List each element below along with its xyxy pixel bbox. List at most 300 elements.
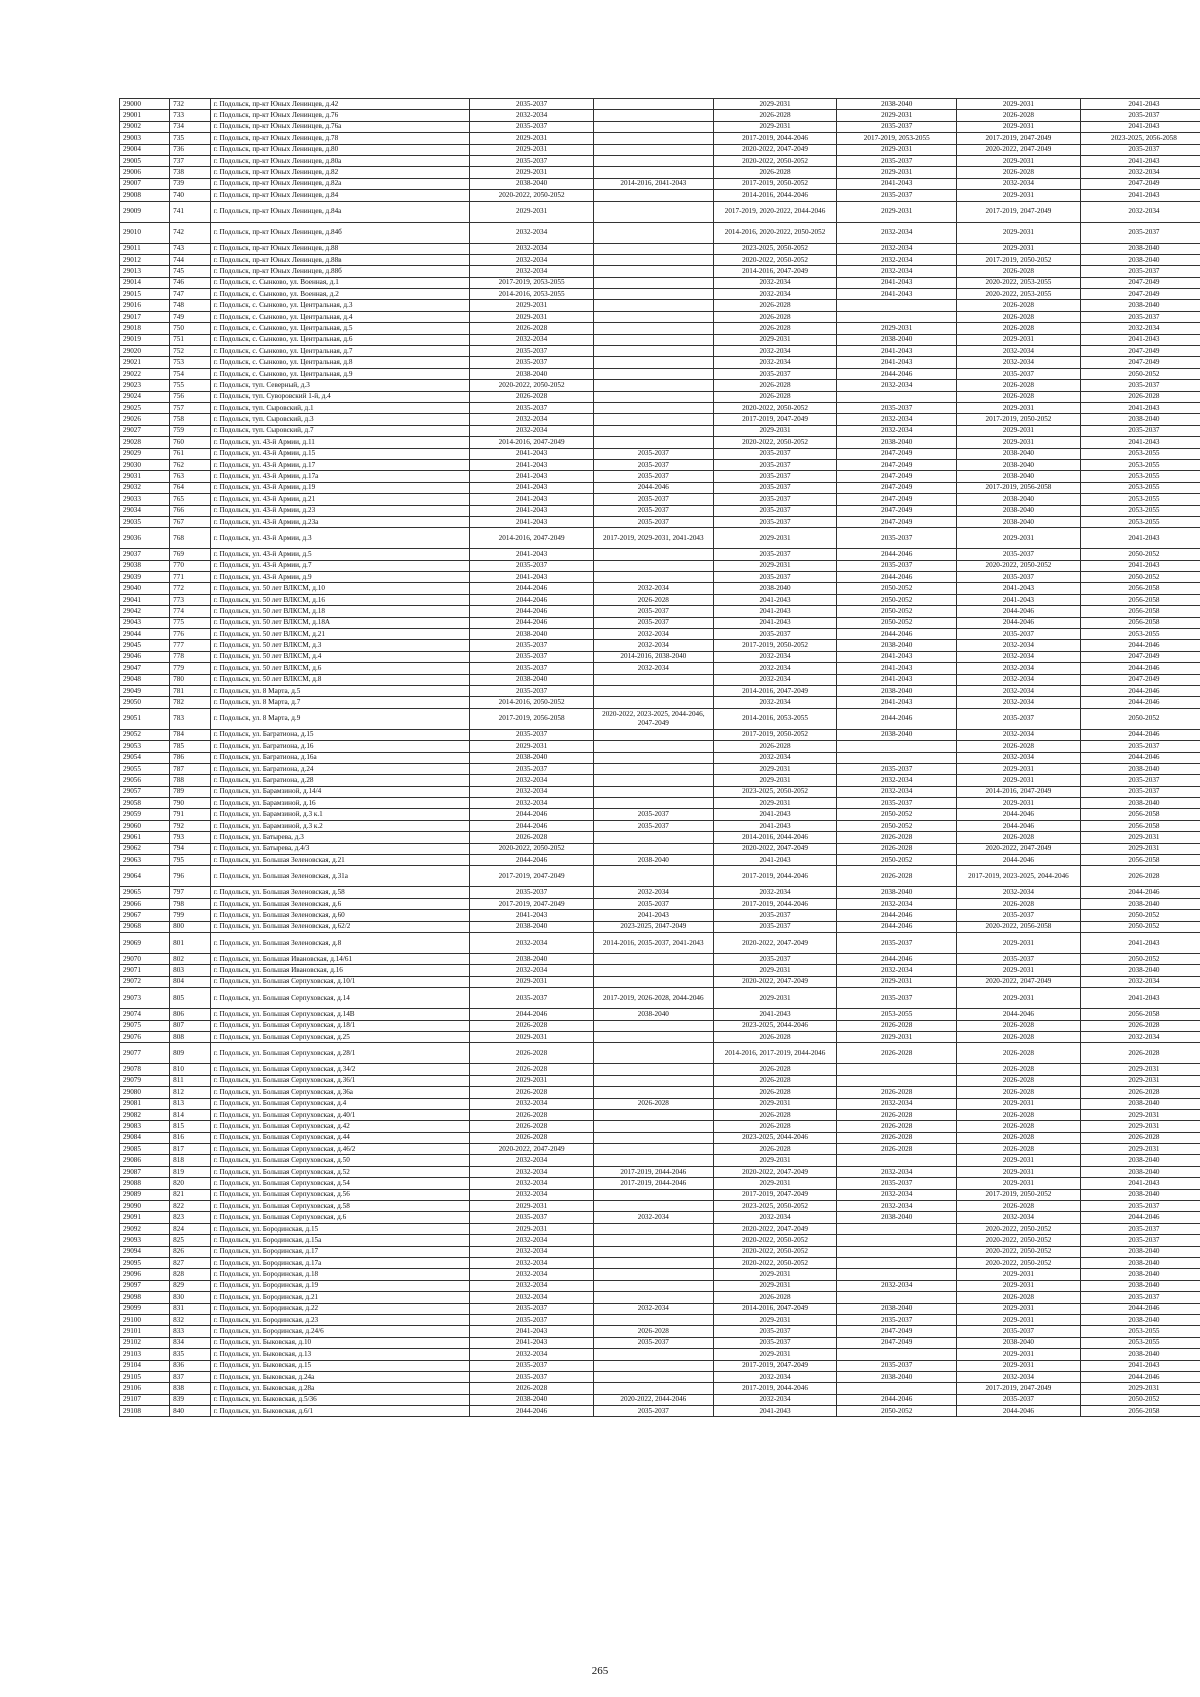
row-number-cell: 772 (170, 583, 211, 594)
period-cell-1: 2035-2037 (470, 663, 594, 674)
period-cell-4: 2032-2034 (837, 425, 957, 436)
period-cell-3: 2023-2025, 2050-2052 (713, 786, 837, 797)
period-cell-5: 2032-2034 (957, 752, 1081, 763)
row-number-cell: 820 (170, 1178, 211, 1189)
period-cell-6: 2044-2046 (1080, 1212, 1200, 1223)
period-cell-1: 2026-2028 (470, 1020, 594, 1031)
address-cell: г. Подольск, ул. Багратиона, д.28 (210, 775, 469, 786)
address-cell: г. Подольск, ул. Большая Серпуховская, д.36а (210, 1087, 469, 1098)
period-cell-4: 2038-2040 (837, 685, 957, 696)
period-cell-5: 2029-2031 (957, 402, 1081, 413)
address-cell: г. Подольск, ул. Большая Серпуховская, д.44 (210, 1132, 469, 1143)
row-id-cell: 29037 (120, 549, 170, 560)
address-cell: г. Подольск, туп. Сыровский, д.3 (210, 414, 469, 425)
period-cell-2: 2038-2040 (594, 855, 714, 866)
period-cell-5: 2020-2022, 2056-2058 (957, 921, 1081, 932)
period-cell-2 (594, 300, 714, 311)
row-id-cell: 29101 (120, 1326, 170, 1337)
period-cell-1: 2020-2022, 2050-2052 (470, 843, 594, 854)
address-cell: г. Подольск, с. Сынково, ул. Военная, д.2 (210, 289, 469, 300)
period-cell-5: 2041-2043 (957, 583, 1081, 594)
row-number-cell: 816 (170, 1132, 211, 1143)
table-row (120, 1043, 1200, 1064)
row-number-cell: 782 (170, 697, 211, 708)
row-number-cell: 806 (170, 1009, 211, 1020)
period-cell-3: 2032-2034 (713, 1212, 837, 1223)
period-cell-6: 2053-2055 (1080, 505, 1200, 516)
address-cell: г. Подольск, с. Сынково, ул. Центральная, д.6 (210, 334, 469, 345)
period-cell-1: 2029-2031 (470, 1201, 594, 1212)
row-number-cell: 804 (170, 976, 211, 987)
period-cell-6: 2050-2052 (1080, 572, 1200, 583)
period-cell-3: 2041-2043 (713, 606, 837, 617)
row-id-cell: 29054 (120, 752, 170, 763)
period-cell-5: 2029-2031 (957, 425, 1081, 436)
period-cell-4 (837, 391, 957, 402)
period-cell-6: 2035-2037 (1080, 425, 1200, 436)
period-cell-2 (594, 1043, 714, 1064)
period-cell-3: 2020-2022, 2050-2052 (713, 1246, 837, 1257)
period-cell-2: 2014-2016, 2041-2043 (594, 178, 714, 189)
address-cell: г. Подольск, ул. 50 лет ВЛКСМ, д.3 (210, 640, 469, 651)
period-cell-5: 2029-2031 (957, 1269, 1081, 1280)
period-cell-6: 2050-2052 (1080, 921, 1200, 932)
period-cell-1: 2032-2034 (470, 243, 594, 254)
period-cell-2 (594, 266, 714, 277)
row-number-cell: 817 (170, 1144, 211, 1155)
period-cell-2 (594, 402, 714, 413)
address-cell: г. Подольск, пр-кт Юных Ленинцев, д.88 (210, 243, 469, 254)
period-cell-2: 2035-2037 (594, 471, 714, 482)
row-number-cell: 732 (170, 99, 211, 110)
period-cell-5: 2032-2034 (957, 357, 1081, 368)
period-cell-5: 2044-2046 (957, 855, 1081, 866)
period-cell-3: 2014-2016, 2047-2049 (713, 685, 837, 696)
address-cell: г. Подольск, ул. Большая Серпуховская, д.14В (210, 1009, 469, 1020)
period-cell-4: 2035-2037 (837, 402, 957, 413)
table-row (120, 594, 1200, 605)
row-id-cell: 29081 (120, 1098, 170, 1109)
period-cell-1: 2029-2031 (470, 741, 594, 752)
period-cell-4: 2047-2049 (837, 1337, 957, 1348)
period-cell-4: 2035-2037 (837, 1314, 957, 1325)
table-row (120, 178, 1200, 189)
period-cell-1: 2035-2037 (470, 402, 594, 413)
period-cell-4: 2050-2052 (837, 583, 957, 594)
period-cell-3: 2035-2037 (713, 471, 837, 482)
period-cell-6: 2035-2037 (1080, 786, 1200, 797)
period-cell-3: 2032-2034 (713, 697, 837, 708)
table-row (120, 1155, 1200, 1166)
row-id-cell: 29027 (120, 425, 170, 436)
row-number-cell: 797 (170, 887, 211, 898)
period-cell-5: 2026-2028 (957, 167, 1081, 178)
period-cell-5: 2029-2031 (957, 933, 1081, 954)
period-cell-2 (594, 155, 714, 166)
table-row (120, 254, 1200, 265)
table-row (120, 334, 1200, 345)
period-cell-6: 2053-2055 (1080, 448, 1200, 459)
period-cell-2 (594, 1246, 714, 1257)
period-cell-5: 2044-2046 (957, 809, 1081, 820)
period-cell-5: 2029-2031 (957, 775, 1081, 786)
period-cell-1: 2017-2019, 2053-2055 (470, 277, 594, 288)
period-cell-3: 2029-2031 (713, 1349, 837, 1360)
period-cell-2 (594, 1109, 714, 1120)
period-cell-2 (594, 1031, 714, 1042)
period-cell-5: 2029-2031 (957, 1166, 1081, 1177)
table-row (120, 786, 1200, 797)
period-cell-6: 2032-2034 (1080, 976, 1200, 987)
period-cell-3: 2026-2028 (713, 110, 837, 121)
period-cell-1: 2038-2040 (470, 752, 594, 763)
period-cell-6: 2041-2043 (1080, 528, 1200, 549)
period-cell-2 (594, 1314, 714, 1325)
table-row (120, 144, 1200, 155)
period-cell-4: 2044-2046 (837, 368, 957, 379)
address-cell: г. Подольск, ул. Большая Серпуховская, д.50 (210, 1155, 469, 1166)
table-row (120, 1132, 1200, 1143)
row-number-cell: 774 (170, 606, 211, 617)
table-row (120, 832, 1200, 843)
period-cell-6: 2038-2040 (1080, 1280, 1200, 1291)
table-row (120, 1212, 1200, 1223)
period-cell-3: 2026-2028 (713, 391, 837, 402)
period-cell-4: 2044-2046 (837, 954, 957, 965)
period-cell-4: 2032-2034 (837, 414, 957, 425)
period-cell-2: 2044-2046 (594, 482, 714, 493)
period-cell-6: 2041-2043 (1080, 190, 1200, 201)
period-cell-1: 2020-2022, 2047-2049 (470, 1144, 594, 1155)
address-cell: г. Подольск, ул. Бородинская, д.23 (210, 1314, 469, 1325)
period-cell-2: 2035-2037 (594, 459, 714, 470)
table-row (120, 505, 1200, 516)
address-cell: г. Подольск, ул. Большая Серпуховская, д.14 (210, 988, 469, 1009)
address-cell: г. Подольск, ул. Батырева, д.3 (210, 832, 469, 843)
table-row (120, 346, 1200, 357)
row-id-cell: 29005 (120, 155, 170, 166)
row-id-cell: 29045 (120, 640, 170, 651)
table-row (120, 391, 1200, 402)
period-cell-1: 2032-2034 (470, 1280, 594, 1291)
period-cell-3: 2023-2025, 2050-2052 (713, 1201, 837, 1212)
address-cell: г. Подольск, пр-кт Юных Ленинцев, д.42 (210, 99, 469, 110)
period-cell-6: 2032-2034 (1080, 323, 1200, 334)
row-number-cell: 821 (170, 1189, 211, 1200)
period-cell-6: 2053-2055 (1080, 629, 1200, 640)
table-row (120, 155, 1200, 166)
period-cell-2 (594, 954, 714, 965)
period-cell-1: 2035-2037 (470, 346, 594, 357)
address-cell: г. Подольск, ул. Большая Серпуховская, д.28/1 (210, 1043, 469, 1064)
table-row (120, 266, 1200, 277)
period-cell-5: 2017-2019, 2047-2049 (957, 1383, 1081, 1394)
period-cell-3: 2014-2016, 2044-2046 (713, 190, 837, 201)
address-cell: г. Подольск, ул. Багратиона, д.15 (210, 729, 469, 740)
row-number-cell: 818 (170, 1155, 211, 1166)
period-cell-2: 2035-2037 (594, 516, 714, 527)
period-cell-3: 2023-2025, 2044-2046 (713, 1020, 837, 1031)
period-cell-2: 2020-2022, 2044-2046 (594, 1394, 714, 1405)
period-cell-3: 2032-2034 (713, 346, 837, 357)
period-cell-1: 2044-2046 (470, 583, 594, 594)
period-cell-2: 2020-2022, 2023-2025, 2044-2046, 2047-2049 (594, 708, 714, 729)
period-cell-5: 2026-2028 (957, 311, 1081, 322)
period-cell-6: 2047-2049 (1080, 674, 1200, 685)
period-cell-4: 2032-2034 (837, 1166, 957, 1177)
period-cell-1: 2041-2043 (470, 1337, 594, 1348)
table-row (120, 798, 1200, 809)
table-row (120, 1178, 1200, 1189)
period-cell-5: 2026-2028 (957, 110, 1081, 121)
period-cell-2: 2032-2034 (594, 887, 714, 898)
period-cell-2 (594, 110, 714, 121)
address-cell: г. Подольск, ул. 50 лет ВЛКСМ, д.16 (210, 594, 469, 605)
table-row (120, 708, 1200, 729)
period-cell-5: 2026-2028 (957, 1064, 1081, 1075)
address-cell: г. Подольск, пр-кт Юных Ленинцев, д.80а (210, 155, 469, 166)
period-cell-4: 2041-2043 (837, 178, 957, 189)
period-cell-1: 2035-2037 (470, 1371, 594, 1382)
table-row (120, 402, 1200, 413)
period-cell-2 (594, 133, 714, 144)
row-number-cell: 733 (170, 110, 211, 121)
period-cell-4: 2041-2043 (837, 346, 957, 357)
period-cell-3: 2014-2016, 2047-2049 (713, 1303, 837, 1314)
period-cell-2: 2035-2037 (594, 505, 714, 516)
period-cell-4: 2044-2046 (837, 549, 957, 560)
row-id-cell: 29002 (120, 121, 170, 132)
period-cell-5: 2020-2022, 2047-2049 (957, 976, 1081, 987)
row-number-cell: 761 (170, 448, 211, 459)
period-cell-5: 2026-2028 (957, 1043, 1081, 1064)
period-cell-1: 2017-2019, 2047-2049 (470, 866, 594, 887)
row-number-cell: 773 (170, 594, 211, 605)
address-cell: г. Подольск, ул. Быковская, д.5/36 (210, 1394, 469, 1405)
period-cell-6: 2056-2058 (1080, 1406, 1200, 1417)
period-cell-5: 2017-2019, 2050-2052 (957, 254, 1081, 265)
table-row (120, 685, 1200, 696)
row-id-cell: 29075 (120, 1020, 170, 1031)
period-cell-3: 2020-2022, 2050-2052 (713, 402, 837, 413)
period-cell-4: 2038-2040 (837, 640, 957, 651)
period-cell-6: 2056-2058 (1080, 809, 1200, 820)
address-cell: г. Подольск, ул. 50 лет ВЛКСМ, д.4 (210, 651, 469, 662)
period-cell-5: 2017-2019, 2047-2049 (957, 133, 1081, 144)
period-cell-5: 2032-2034 (957, 640, 1081, 651)
period-cell-6: 2029-2031 (1080, 1383, 1200, 1394)
period-cell-4 (837, 1383, 957, 1394)
period-cell-1: 2038-2040 (470, 921, 594, 932)
row-number-cell: 744 (170, 254, 211, 265)
period-cell-6: 2032-2034 (1080, 167, 1200, 178)
address-cell: г. Подольск, ул. Бородинская, д.15 (210, 1223, 469, 1234)
row-number-cell: 824 (170, 1223, 211, 1234)
row-id-cell: 29017 (120, 311, 170, 322)
row-number-cell: 795 (170, 855, 211, 866)
period-cell-6: 2032-2034 (1080, 201, 1200, 222)
row-number-cell: 802 (170, 954, 211, 965)
row-number-cell: 778 (170, 651, 211, 662)
period-cell-3: 2023-2025, 2050-2052 (713, 243, 837, 254)
period-cell-5: 2044-2046 (957, 606, 1081, 617)
table-row (120, 629, 1200, 640)
period-cell-5: 2035-2037 (957, 549, 1081, 560)
period-cell-5: 2029-2031 (957, 1303, 1081, 1314)
row-number-cell: 811 (170, 1075, 211, 1086)
period-cell-2: 2023-2025, 2047-2049 (594, 921, 714, 932)
period-cell-2: 2014-2016, 2035-2037, 2041-2043 (594, 933, 714, 954)
period-cell-2: 2035-2037 (594, 1337, 714, 1348)
table-row (120, 222, 1200, 243)
period-cell-5: 2020-2022, 2047-2049 (957, 843, 1081, 854)
row-id-cell: 29009 (120, 201, 170, 222)
period-cell-2: 2032-2034 (594, 1212, 714, 1223)
period-cell-6: 2038-2040 (1080, 965, 1200, 976)
row-number-cell: 750 (170, 323, 211, 334)
period-cell-3: 2026-2028 (713, 1075, 837, 1086)
address-cell: г. Подольск, ул. Барамзиной, д.14/4 (210, 786, 469, 797)
period-cell-2 (594, 121, 714, 132)
period-cell-6: 2050-2052 (1080, 549, 1200, 560)
period-cell-6: 2050-2052 (1080, 910, 1200, 921)
period-cell-6: 2056-2058 (1080, 820, 1200, 831)
address-cell: г. Подольск, с. Сынково, ул. Центральная, д.3 (210, 300, 469, 311)
period-cell-1: 2014-2016, 2053-2055 (470, 289, 594, 300)
period-cell-1: 2044-2046 (470, 1009, 594, 1020)
period-cell-4: 2026-2028 (837, 832, 957, 843)
period-cell-2: 2032-2034 (594, 583, 714, 594)
period-cell-2: 2035-2037 (594, 809, 714, 820)
table-row (120, 289, 1200, 300)
row-id-cell: 29019 (120, 334, 170, 345)
period-cell-5: 2038-2040 (957, 516, 1081, 527)
period-cell-1: 2032-2034 (470, 222, 594, 243)
period-cell-6: 2038-2040 (1080, 898, 1200, 909)
row-id-cell: 29030 (120, 459, 170, 470)
period-cell-2: 2035-2037 (594, 898, 714, 909)
row-id-cell: 29025 (120, 402, 170, 413)
period-cell-1: 2032-2034 (470, 1178, 594, 1189)
period-cell-2 (594, 1189, 714, 1200)
row-number-cell: 836 (170, 1360, 211, 1371)
period-cell-5: 2020-2022, 2050-2052 (957, 1235, 1081, 1246)
row-id-cell: 29016 (120, 300, 170, 311)
period-cell-1: 2044-2046 (470, 1406, 594, 1417)
table-row (120, 954, 1200, 965)
period-cell-3: 2032-2034 (713, 651, 837, 662)
period-cell-4: 2029-2031 (837, 1031, 957, 1042)
period-cell-2 (594, 843, 714, 854)
period-cell-4: 2041-2043 (837, 289, 957, 300)
period-cell-4 (837, 1349, 957, 1360)
period-cell-4: 2035-2037 (837, 763, 957, 774)
period-cell-4 (837, 741, 957, 752)
period-cell-3: 2026-2028 (713, 380, 837, 391)
period-cell-6: 2035-2037 (1080, 380, 1200, 391)
row-number-cell: 776 (170, 629, 211, 640)
row-number-cell: 786 (170, 752, 211, 763)
row-id-cell: 29058 (120, 798, 170, 809)
period-cell-1: 2035-2037 (470, 763, 594, 774)
address-cell: г. Подольск, ул. 43-й Армии, д.21 (210, 494, 469, 505)
table-row (120, 323, 1200, 334)
row-id-cell: 29013 (120, 266, 170, 277)
table-row (120, 1326, 1200, 1337)
row-id-cell: 29068 (120, 921, 170, 932)
period-cell-3: 2035-2037 (713, 572, 837, 583)
period-cell-4: 2038-2040 (837, 437, 957, 448)
row-id-cell: 29035 (120, 516, 170, 527)
period-cell-6: 2041-2043 (1080, 334, 1200, 345)
period-cell-1: 2041-2043 (470, 459, 594, 470)
period-cell-2 (594, 357, 714, 368)
period-cell-5: 2035-2037 (957, 572, 1081, 583)
address-cell: г. Подольск, ул. Быковская, д.15 (210, 1360, 469, 1371)
address-cell: г. Подольск, ул. Барамзиной, д.3 к.2 (210, 820, 469, 831)
period-cell-5: 2029-2031 (957, 1349, 1081, 1360)
row-number-cell: 792 (170, 820, 211, 831)
period-cell-4: 2050-2052 (837, 606, 957, 617)
period-cell-6: 2050-2052 (1080, 1394, 1200, 1405)
period-cell-4 (837, 1257, 957, 1268)
period-cell-4: 2047-2049 (837, 516, 957, 527)
period-cell-4: 2026-2028 (837, 1109, 957, 1120)
table-row (120, 663, 1200, 674)
row-id-cell: 29098 (120, 1292, 170, 1303)
row-number-cell: 839 (170, 1394, 211, 1405)
period-cell-1: 2032-2034 (470, 786, 594, 797)
table-row (120, 1314, 1200, 1325)
period-cell-4 (837, 1155, 957, 1166)
period-cell-4: 2032-2034 (837, 786, 957, 797)
table-row (120, 549, 1200, 560)
period-cell-6: 2038-2040 (1080, 1189, 1200, 1200)
period-cell-4: 2044-2046 (837, 921, 957, 932)
period-cell-1: 2014-2016, 2050-2052 (470, 697, 594, 708)
period-cell-2 (594, 1280, 714, 1291)
address-cell: г. Подольск, ул. 50 лет ВЛКСМ, д.8 (210, 674, 469, 685)
row-id-cell: 29056 (120, 775, 170, 786)
period-cell-4: 2041-2043 (837, 663, 957, 674)
address-cell: г. Подольск, ул. Большая Серпуховская, д.34/2 (210, 1064, 469, 1075)
period-cell-3: 2020-2022, 2050-2052 (713, 254, 837, 265)
period-cell-3: 2029-2031 (713, 560, 837, 571)
period-cell-6: 2044-2046 (1080, 685, 1200, 696)
period-cell-5: 2041-2043 (957, 594, 1081, 605)
row-id-cell: 29007 (120, 178, 170, 189)
period-cell-1: 2035-2037 (470, 887, 594, 898)
period-cell-2: 2035-2037 (594, 606, 714, 617)
row-id-cell: 29092 (120, 1223, 170, 1234)
period-cell-3: 2035-2037 (713, 505, 837, 516)
table-row (120, 775, 1200, 786)
period-cell-2 (594, 1132, 714, 1143)
row-id-cell: 29073 (120, 988, 170, 1009)
row-id-cell: 29040 (120, 583, 170, 594)
row-number-cell: 808 (170, 1031, 211, 1042)
period-cell-3: 2014-2016, 2044-2046 (713, 832, 837, 843)
period-cell-2: 2035-2037 (594, 617, 714, 628)
period-cell-2 (594, 425, 714, 436)
table-row (120, 1406, 1200, 1417)
period-cell-5: 2032-2034 (957, 651, 1081, 662)
row-id-cell: 29076 (120, 1031, 170, 1042)
row-id-cell: 29010 (120, 222, 170, 243)
period-cell-1: 2014-2016, 2047-2049 (470, 528, 594, 549)
table-row (120, 1337, 1200, 1348)
address-cell: г. Подольск, с. Сынково, ул. Центральная, д.5 (210, 323, 469, 334)
